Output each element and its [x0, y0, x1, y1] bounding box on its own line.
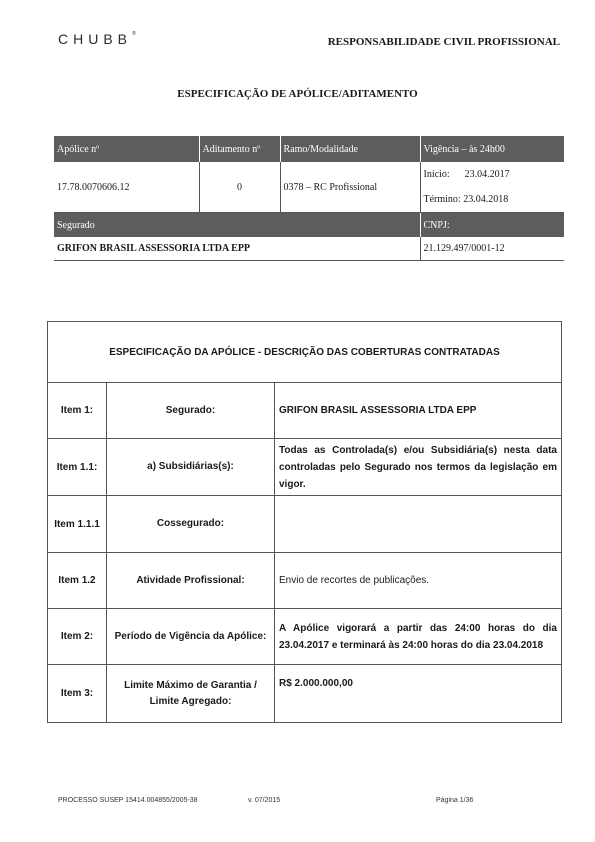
item-value: GRIFON BRASIL ASSESSORIA LTDA EPP: [275, 383, 562, 439]
start-date: 23.04.2017: [464, 169, 510, 180]
item-value: Envio de recortes de publicações.: [275, 553, 562, 609]
coverage-row: [48, 609, 562, 665]
coverage-table: [47, 321, 562, 723]
page-number: Página 1/36: [436, 797, 474, 804]
item-label: Período de Vigência da Apólice:: [107, 609, 275, 665]
item-label: Limite Máximo de Garantia / Limite Agregado:: [107, 665, 275, 723]
item-value: A Apólice vigorará a partir das 24:00 horas do dia 23.04.2017 e terminará às 24:00 horas do dia 23.04.2018: [275, 609, 562, 665]
validity-end: [424, 187, 562, 212]
header-ramo: Ramo/Modalidade: [280, 136, 420, 162]
item-label: Cossegurado:: [107, 496, 275, 553]
item-number: Item 1.2: [48, 553, 107, 609]
validity-start: [424, 162, 562, 187]
addendum-number: 0: [199, 162, 280, 213]
specification-title: ESPECIFICAÇÃO DE APÓLICE/ADITAMENTO: [177, 88, 418, 100]
policy-summary-table: [54, 136, 564, 261]
coverage-title-row: [48, 322, 562, 383]
coverage-row: [48, 553, 562, 609]
item-number: Item 1.1.1: [48, 496, 107, 553]
item-number: Item 1.1:: [48, 439, 107, 496]
item-number: Item 1:: [48, 383, 107, 439]
end-date: 23.04.2018: [463, 194, 509, 205]
header-segurado: Segurado: [54, 213, 420, 238]
item-number: Item 3:: [48, 665, 107, 723]
policy-header-row: [54, 136, 564, 162]
insured-cnpj: 21.129.497/0001-12: [420, 237, 564, 261]
coverage-row: [48, 383, 562, 439]
header-cnpj: CNPJ:: [420, 213, 564, 238]
policy-values-row: [54, 162, 564, 213]
branch-modality: 0378 – RC Profissional: [280, 162, 420, 213]
item-number: Item 2:: [48, 609, 107, 665]
insured-header-row: [54, 213, 564, 238]
item-label: Atividade Profissional:: [107, 553, 275, 609]
susep-process: PROCESSO SUSEP 15414.004855/2005-38: [58, 797, 198, 804]
coverage-row: [48, 496, 562, 553]
insured-name: GRIFON BRASIL ASSESSORIA LTDA EPP: [54, 237, 420, 261]
logo-text: CHUBB: [58, 31, 133, 47]
coverage-row: [48, 439, 562, 496]
item-label: a) Subsidiárias(s):: [107, 439, 275, 496]
end-label: Término:: [423, 194, 461, 205]
policy-number: 17.78.0070606.12: [54, 162, 199, 213]
chubb-logo: [58, 31, 136, 47]
header-aditamento: Aditamento nº: [199, 136, 280, 162]
header-vigencia: Vigência – às 24h00: [420, 136, 564, 162]
start-label: Início:: [423, 169, 450, 180]
item-value: Todas as Controlada(s) e/ou Subsidiária(s) nesta data controladas pelo Segurado nos termos da legislação em vigor.: [275, 439, 562, 496]
header-apolice: Apólice nº: [54, 136, 199, 162]
item-label: Segurado:: [107, 383, 275, 439]
version: v. 07/2015: [248, 797, 281, 804]
insured-values-row: [54, 237, 564, 261]
validity-cell: [420, 162, 564, 213]
item-value: [275, 496, 562, 553]
coverage-row: [48, 665, 562, 723]
document-title: RESPONSABILIDADE CIVIL PROFISSIONAL: [327, 36, 560, 48]
item-value: R$ 2.000.000,00: [275, 665, 562, 723]
coverage-title: ESPECIFICAÇÃO DA APÓLICE - DESCRIÇÃO DAS COBERTURAS CONTRATADAS: [48, 322, 562, 383]
registered-mark: ®: [132, 31, 136, 37]
